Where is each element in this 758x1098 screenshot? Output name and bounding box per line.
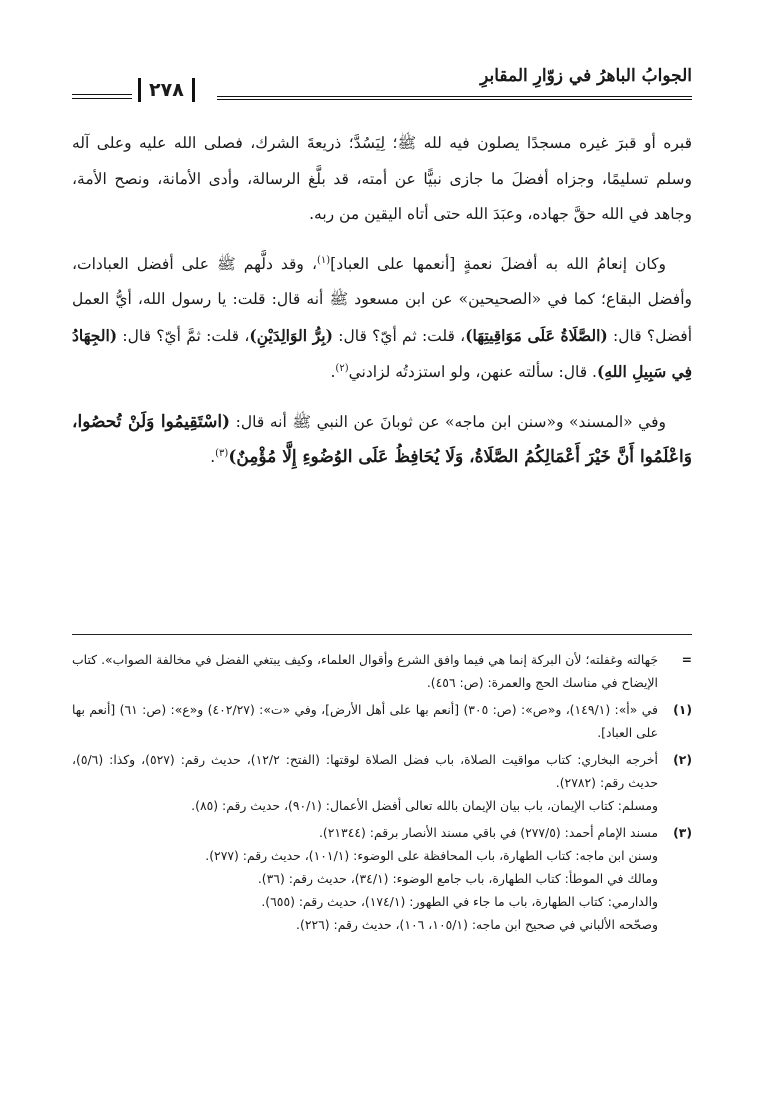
header-rule xyxy=(217,99,692,100)
footnote-line: في «أ»: (١٤٩/١)، و«ص»: (ص: ٣٠٥) [أنعم بها على أهل الأرض]، وفي «ت»: (٤٠٢/٢٧) و«ع»: (ص: ٦١) [أنعم بها على العباد]. xyxy=(72,702,658,740)
footnote-line: ومالك في الموطأ: كتاب الطهارة، باب جامع الوضوء: (٣٤/١)، حديث رقم: (٣٦). xyxy=(257,871,658,886)
page-number: ٢٧٨ xyxy=(138,78,195,102)
footnote-mark: = xyxy=(681,652,692,667)
paragraph: قبره أو قبرَ غيره مسجدًا يصلون فيه لله ﷺ؛ لِيَسُدَّ؛ ذريعةَ الشرك، فصلى الله عليه وعلى آله وسلم تسليمًا، وجزاه أفضلَ ما جازى نبيًّا عن أمته، قد بلَّغ الرسالة، وأدى الأمانة، ونصح الأمة، وجاهد في الله حقَّ جهاده، وعبَدَ الله حتى أتاه اليقين من ربه. xyxy=(72,134,692,223)
footnote-line: ومسلم: كتاب الإيمان، باب بيان الإيمان بالله تعالى أفضل الأعمال: (٩٠/١)، حديث رقم: (٨٥). xyxy=(191,798,658,813)
footnote-mark: (١) xyxy=(673,702,692,717)
footnote-line: جَهالته وغفلته؛ لأن البركة إنما هي فيما وافق الشرع وأقوال العلماء، وكيف يبتغي الفضل في مخالفة الصواب». كتاب الإيضاح في مناسك الحج والعمرة: (ص: ٤٥٦). xyxy=(72,652,658,690)
footnote-line: وسنن ابن ماجه: كتاب الطهارة، باب المحافظة على الوضوء: (١٠١/١)، حديث رقم: (٢٧٧). xyxy=(205,848,658,863)
footnote-line: مسند الإمام أحمد: (٢٧٧/٥) في باقي مسند الأنصار برقم: (٢١٣٤٤). xyxy=(318,825,658,840)
hadith-quote: (اسْتَقِيمُوا وَلَنْ تُحصُوا، وَاعْلَمُوا أَنَّ خَيْرَ أَعْمَالِكُمُ الصَّلَاةُ، وَلَا يُحَافِظُ عَلَى الوُضُوءِ إِلَّا مُؤْمِنٌ) xyxy=(72,411,692,467)
paragraph: وكان إنعامُ الله به أفضلَ نعمةٍ [أنعمها على العباد]$^{(١)}$، وقد دلَّهم ﷺ على أفضل العبادات، وأفضل البقاع؛ كما في «الصحيحين» عن ابن مسعود ﷺ أنه قال: قلت: يا رسول الله، أيُّ العمل أفضل؟ قال: (الصَّلَاةُ عَلَى مَوَاقِيتِهَا)، قلت: ثم أيّ؟ قال: (بِرُّ الوَالِدَيْنِ)، قلت: ثمَّ أيّ؟ قال: (الجِهَادُ فِي سَبِيلِ اللهِ). قال: سألته عنهن، ولو استزدتُه لزادني$^{(٢)}$. xyxy=(72,254,693,381)
book-title: الجوابُ الباهرُ في زوّارِ المقابرِ xyxy=(480,66,692,86)
footnote-line: أخرجه البخاري: كتاب مواقيت الصلاة، باب فضل الصلاة لوقتها: (الفتح: ١٢/٢)، حديث رقم: (٥٢٧)، وكذا: (٥/٦)، حديث رقم: (٢٧٨٢). xyxy=(72,752,658,790)
footnotes xyxy=(72,648,692,940)
footnote xyxy=(72,748,692,817)
footnote xyxy=(72,821,692,936)
footnote-line: والدارمي: كتاب الطهارة، باب ما جاء في الطهور: (١٧٤/١)، حديث رقم: (٦٥٥). xyxy=(261,894,658,909)
header-rule xyxy=(72,98,132,99)
footnote-ref[interactable]: (٣) xyxy=(215,447,229,459)
header-rule xyxy=(217,96,692,97)
footnote-line: وصحّحه الألباني في صحيح ابن ماجه: (١٠٥/١، ١٠٦)، حديث رقم: (٢٢٦). xyxy=(296,917,658,932)
hadith-quote: (الصَّلَاةُ عَلَى مَوَاقِيتِهَا) xyxy=(465,325,608,345)
header-rule xyxy=(72,94,132,95)
hadith-quote: (الجِهَادُ فِي سَبِيلِ اللهِ) xyxy=(72,325,692,381)
paragraph: وفي «المسند» و«سنن ابن ماجه» عن ثوبانَ عن النبي ﷺ أنه قال: (اسْتَقِيمُوا وَلَنْ تُحصُوا، وَاعْلَمُوا أَنَّ خَيْرَ أَعْمَالِكُمُ الصَّلَاةُ، وَلَا يُحَافِظُ عَلَى الوُضُوءِ إِلَّا مُؤْمِنٌ)$^{(٣)}$. xyxy=(72,411,692,467)
footnote xyxy=(72,698,692,744)
main-text xyxy=(72,126,692,490)
running-header xyxy=(72,64,692,112)
footnote-separator xyxy=(72,634,692,635)
footnote-ref[interactable]: (١) xyxy=(316,254,331,266)
hadith-quote: (بِرُّ الوَالِدَيْنِ) xyxy=(249,325,333,345)
footnote-ref[interactable]: (٢) xyxy=(335,362,349,374)
footnote-mark: (٣) xyxy=(673,825,692,840)
footnote-mark: (٢) xyxy=(673,752,692,767)
footnote xyxy=(72,648,692,694)
